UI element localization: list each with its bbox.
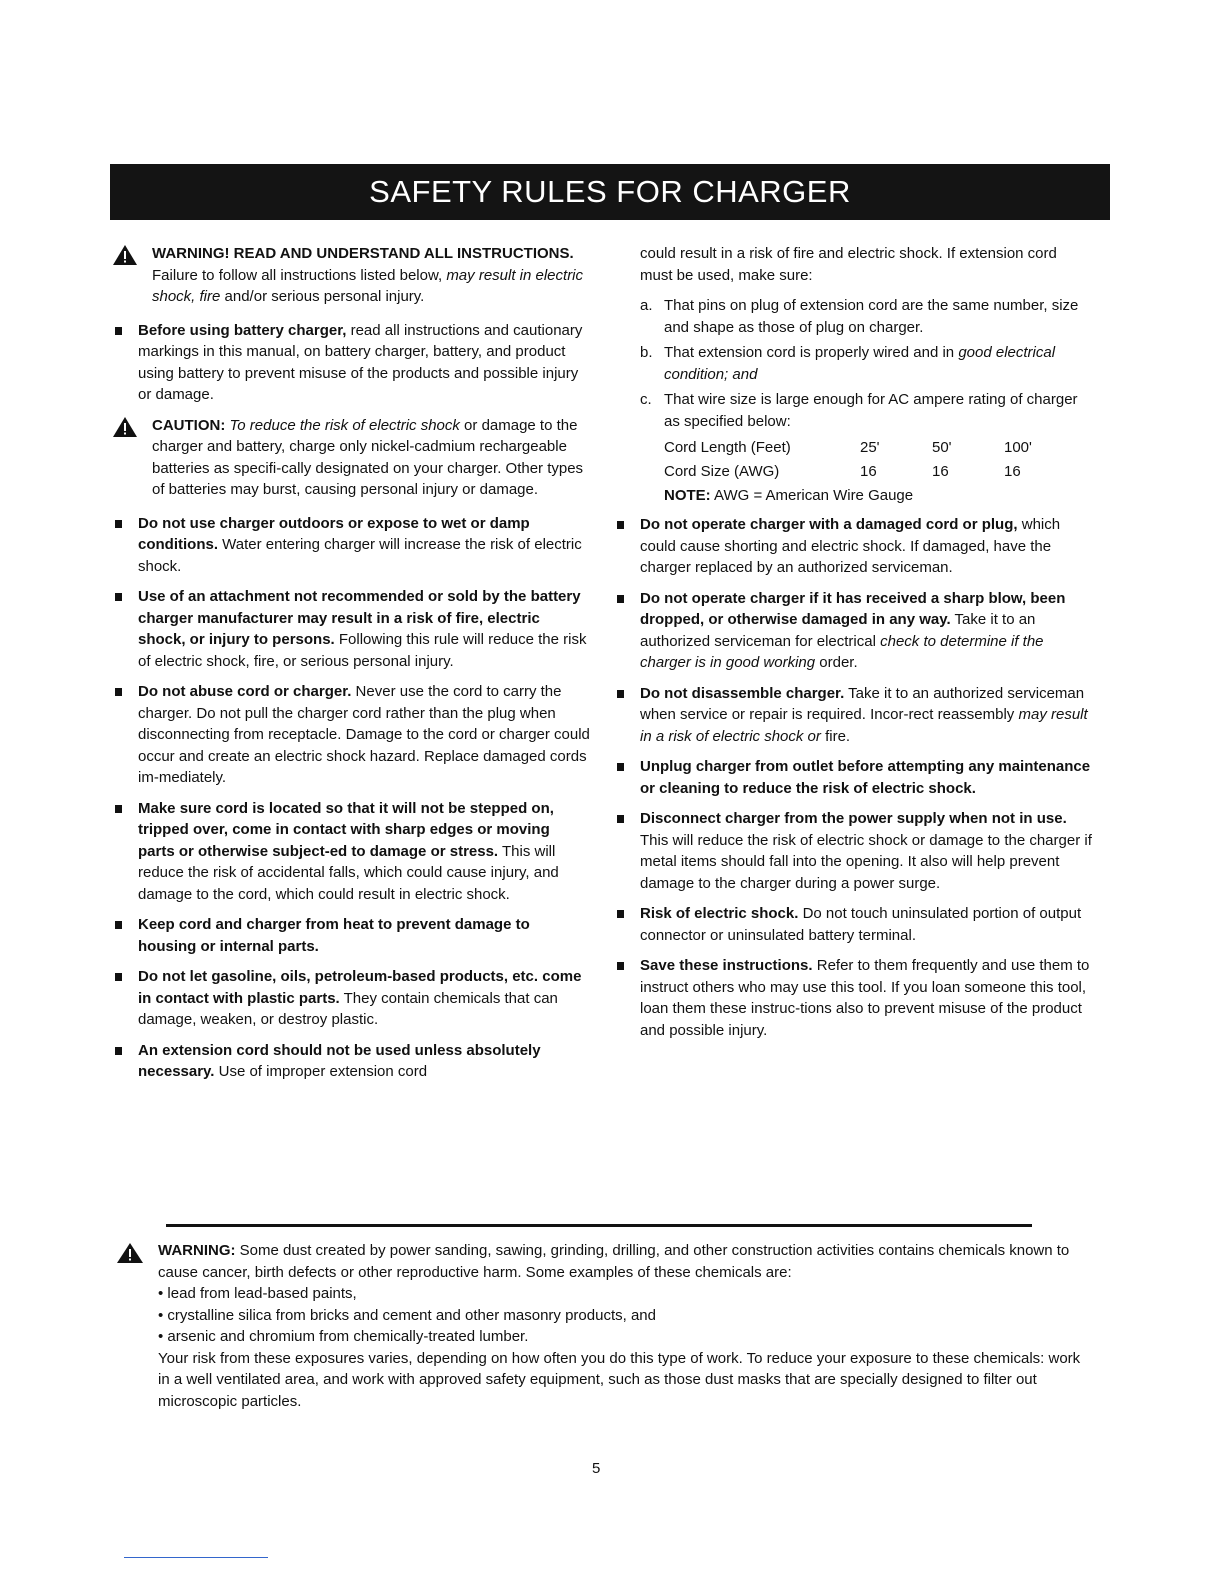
rule-text: which could cause shorting and electric shock. If damaged, have the charger replaced by an authorized serviceman. — [640, 516, 1061, 576]
list-item-text: arsenic and chromium from chemically-treated lumber. — [167, 1328, 529, 1345]
section-divider — [166, 1224, 1032, 1227]
cord-size-table — [664, 436, 1092, 484]
dust-warning-block — [116, 1240, 1086, 1412]
rule-lead: Do not abuse cord or charger. — [138, 683, 352, 700]
rule-disconnect — [614, 808, 1092, 894]
rule-attachment — [112, 586, 590, 672]
item-text: That pins on plug of extension cord are the same number, size and shape as those of plug on charger. — [664, 297, 1079, 336]
item-letter: b. — [640, 344, 653, 361]
rule-text: Never use the cord to carry the charger. Do not pull the charger cord rather than the plug when disconnecting from receptacle. Damage to the cord or charger could occur and create an electric shock hazard. Replace damaged cords im-mediately. — [138, 683, 590, 786]
dust-warning-intro — [158, 1240, 1086, 1283]
list-item-text: lead from lead-based paints, — [167, 1285, 357, 1302]
list-item: • arsenic and chromium from chemically-treated lumber. — [158, 1328, 529, 1345]
caution-lead: CAUTION: — [152, 416, 226, 434]
warning-triangle-icon — [116, 1242, 144, 1264]
checklist-item-a — [614, 295, 1092, 338]
bullet-square-icon — [115, 688, 122, 696]
bullet-square-icon — [115, 921, 122, 929]
rule-text: Water entering charger will increase the risk of electric shock. — [138, 536, 582, 575]
bullet-square-icon — [617, 690, 624, 698]
dust-warning-outro: Your risk from these exposures varies, depending on how often you do this type of work. To reduce your exposure to these chemicals: work in a well ventilated area, and work with approved safety equipment, such as those dust masks that are specially designed to filter out microscopic particles. — [158, 1349, 1081, 1410]
rule-lead: Do not let gasoline, oils, petroleum-based products, etc. come in contact with plastic parts. — [138, 968, 582, 1007]
rule-text: Take it to an authorized serviceman for electrical — [640, 611, 1036, 650]
rule-text: This will reduce the risk of electric shock or damage to the charger if metal items should fall into the opening. It also will help prevent damage to the charger during a power surge. — [640, 831, 1092, 892]
rule-lead: Do not operate charger with a damaged cord or plug, — [640, 516, 1018, 533]
bullet-square-icon — [617, 962, 624, 970]
note-text: AWG = American Wire Gauge — [710, 487, 914, 505]
rule-risk-shock — [614, 903, 1092, 946]
item-text: That wire size is large enough for AC ampere rating of charger as specified below: — [664, 391, 1078, 430]
page-title: SAFETY RULES FOR CHARGER — [369, 174, 851, 210]
rule-lead: Risk of electric shock. — [640, 905, 799, 922]
extension-continuation — [614, 243, 1092, 286]
awg-note — [664, 484, 1092, 508]
warning-italic: may result in electric shock, fire — [152, 266, 584, 305]
rule-disassemble — [614, 683, 1092, 748]
caution-text: or damage to the charger and battery, charge only nickel-cadmium rechargeable batteries as specifi-cally designated on your charger. Other types of batteries may burst, causing personal injury or damage. — [152, 416, 584, 498]
bullet-square-icon — [115, 805, 122, 813]
bullet-square-icon — [617, 521, 624, 529]
rule-unplug — [614, 756, 1092, 799]
rule-lead: Save these instructions. — [640, 957, 813, 974]
table-cell: 50' — [932, 439, 952, 457]
table-row — [664, 436, 1092, 460]
rule-sharp-blow — [614, 588, 1092, 674]
right-column — [614, 243, 1092, 1050]
rule-lead: Keep cord and charger from heat to prevent damage to housing or internal parts. — [138, 916, 530, 955]
rule-save — [614, 955, 1092, 1041]
rule-italic: check to determine if the charger is in good working — [640, 632, 1044, 671]
rule-abuse — [112, 681, 590, 789]
bullet-square-icon — [617, 910, 624, 918]
checklist-item-c — [614, 389, 1092, 432]
rule-before-using — [112, 320, 590, 406]
bullet-square-icon — [115, 973, 122, 981]
item-italic: good electrical condition; and — [664, 344, 1056, 383]
checklist-item-b — [614, 342, 1092, 385]
rule-lead: Do not operate charger if it has received a sharp blow, been dropped, or otherwise damaged in any way. — [640, 589, 1066, 628]
rule-lead: Before using battery charger, — [138, 321, 347, 339]
rule-cord-located — [112, 798, 590, 906]
warning-triangle-icon — [112, 244, 138, 266]
rule-lead: Unplug charger from outlet before attempting any maintenance or cleaning to reduce the risk of electric shock. — [640, 758, 1091, 797]
rule-damaged-cord — [614, 514, 1092, 579]
extension-checklist — [614, 295, 1092, 432]
bullet-square-icon — [115, 520, 122, 528]
table-cell: Cord Size (AWG) — [664, 463, 780, 481]
bullet-square-icon — [115, 593, 122, 601]
bullet-square-icon — [617, 595, 624, 603]
note-lead: NOTE: — [664, 487, 711, 505]
rule-text: Take it to an authorized serviceman when service or repair is required. Incor-rect reassembly — [640, 684, 1085, 723]
table-cell: 16 — [1004, 463, 1021, 481]
rule-text: Following this rule will reduce the risk of electric shock, fire, or serious personal injury. — [138, 631, 587, 670]
dust-warning-lead: WARNING: — [158, 1242, 236, 1259]
page-title-bar — [110, 164, 1110, 220]
rule-text: This will reduce the risk of accidental falls, which could cause injury, and damage to the cord, which could result in electric shock. — [138, 842, 559, 903]
rule-text: Use of improper extension cord — [214, 1063, 428, 1080]
table-row — [664, 460, 1092, 484]
item-letter: a. — [640, 297, 653, 314]
continuation-text: could result in a risk of fire and electric shock. If extension cord must be used, make sure: — [640, 245, 1057, 284]
footer-rule — [124, 1557, 268, 1558]
table-cell: 25' — [860, 439, 880, 457]
rule-heat — [112, 914, 590, 957]
list-item-text: crystalline silica from bricks and cement and other masonry products, and — [167, 1306, 656, 1324]
rule-lead: Do not disassemble charger. — [640, 684, 845, 702]
bullet-square-icon — [617, 763, 624, 771]
left-column — [112, 243, 590, 1092]
rule-text: read all instructions and cautionary markings in this manual, on battery charger, battery, and product using battery to prevent misuse of the products and possible injury or damage. — [138, 321, 583, 403]
rule-text: Refer to them frequently and use them to instruct others who may use this tool. If you loan someone this tool, loan them these instruc-tions also to prevent misuse of the product and possible injury. — [640, 957, 1090, 1039]
rule-outdoors — [112, 513, 590, 578]
list-item: • lead from lead-based paints, — [158, 1285, 357, 1302]
rule-lead: Use of an attachment not recommended or sold by the battery charger manufacturer may result in a risk of fire, electric shock, or injury to persons. — [138, 588, 581, 648]
caution-italic: To reduce the risk of electric shock — [225, 416, 460, 434]
page-number: 5 — [592, 1460, 601, 1477]
item-text: That extension cord is properly wired and in — [664, 344, 959, 361]
rule-lead: Disconnect charger from the power supply when not in use. — [640, 810, 1067, 827]
caution-block — [112, 415, 590, 501]
rule-text: They contain chemicals that can damage, weaken, or destroy plastic. — [138, 989, 558, 1028]
rule-text2: fire. — [820, 727, 851, 745]
table-cell: 16 — [860, 463, 877, 481]
caution-triangle-icon — [112, 416, 138, 438]
dust-warning-text: Some dust created by power sanding, sawing, grinding, drilling, and other construction activities contains chemicals known to cause cancer, birth defects or other reproductive harm. Some examples of these chemicals are: — [158, 1242, 1070, 1281]
rule-lead: Make sure cord is located so that it will not be stepped on, tripped over, come in contact with sharp edges or moving parts or otherwise subject-ed to damage or stress. — [138, 799, 554, 860]
rule-extension — [112, 1040, 590, 1083]
table-cell: 100' — [1004, 439, 1032, 457]
table-cell: 16 — [932, 463, 949, 481]
rule-lead: An extension cord should not be used unless absolutely necessary. — [138, 1041, 541, 1080]
warning-lead: WARNING! READ AND UNDERSTAND ALL INSTRUCTIONS. — [152, 245, 574, 262]
item-letter: c. — [640, 391, 652, 408]
rule-text: Do not touch uninsulated portion of output connector or uninsulated battery terminal. — [640, 905, 1082, 944]
bullet-square-icon — [617, 815, 624, 823]
warning-text2: and/or serious personal injury. — [220, 288, 425, 305]
bullet-square-icon — [115, 1047, 122, 1055]
warning-read-all — [112, 243, 590, 308]
rule-italic: may result in a risk of electric shock or — [640, 706, 1088, 745]
table-cell: Cord Length (Feet) — [664, 439, 791, 457]
bullet-square-icon — [115, 327, 122, 335]
rule-text2: order. — [815, 654, 858, 671]
rule-lead: Do not use charger outdoors or expose to wet or damp conditions. — [138, 514, 530, 553]
warning-text1: Failure to follow all instructions listed below, — [152, 266, 447, 284]
rule-gasoline — [112, 966, 590, 1031]
list-item: • crystalline silica from bricks and cement and other masonry products, and — [158, 1306, 656, 1324]
